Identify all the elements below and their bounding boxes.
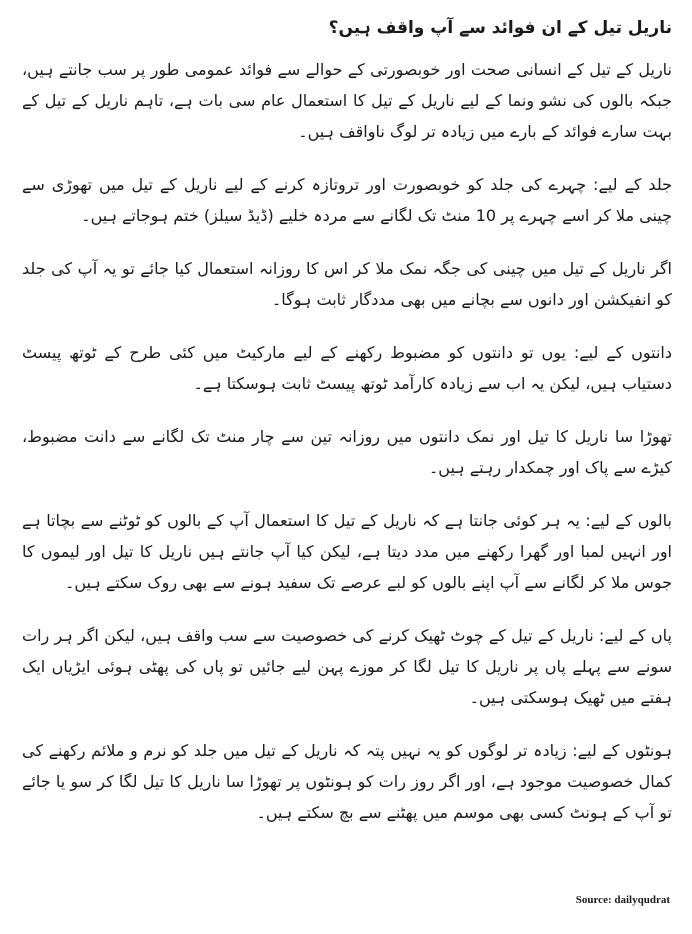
paragraph-intro: ناریل کے تیل کے انسانی صحت اور خوبصورتی کے حوالے سے فوائد عمومی طور پر سب جانتے ہیں، جبکہ بالوں کی نشو ونما کے لیے ناریل کے تیل کا استعمال عام سی بات ہے، تاہم ناریل کے تیل کے بہت سارے فوائد کے بارے میں زیادہ تر لوگ ناواقف ہیں۔ bbox=[22, 60, 672, 141]
paragraph-lips: ہونٹوں کے لیے: زیادہ تر لوگوں کو یہ نہیں پتہ کہ ناریل کے تیل میں جلد کو نرم و ملائم رکھنے کی کمال خصوصیت موجود ہے، اور اگر روز رات کو ہونٹوں پر تھوڑا سا ناریل کا تیل لگا کر سو یا جائے تو آپ کے ہونٹ کسی بھی موسم میں پھٹنے سے بچ سکتے ہیں۔ bbox=[22, 741, 672, 822]
paragraph-feet: پاں کے لیے: ناریل کے تیل کے چوٹ ٹھیک کرنے کی خصوصیت سے سب واقف ہیں، لیکن اگر ہر رات سونے سے پہلے پاں پر ناریل کا تیل لگا کر موزے پہن لیے جائیں تو پاں کی پھٹی ہوئی ایڑیاں ایک ہفتے میں ٹھیک ہوسکتی ہیں۔ bbox=[22, 626, 672, 707]
paragraph-skin: جلد کے لیے: چہرے کی جلد کو خوبصورت اور تروتازہ کرنے کے لیے ناریل کے تیل میں تھوڑی سے چینی ملا کر اسے چہرے پر 10 منٹ تک لگانے سے مردہ خلیے (ڈیڈ سیلز) ختم ہوجاتے ہیں۔ bbox=[22, 175, 672, 225]
paragraph-skin-salt: اگر ناریل کے تیل میں چینی کی جگہ نمک ملا کر اس کا روزانہ استعمال کیا جائے تو یہ آپ کی جلد کو انفیکشن اور دانوں سے بچانے میں بھی مددگار ثابت ہوگا۔ bbox=[22, 259, 672, 309]
paragraph-hair: بالوں کے لیے: یہ ہر کوئی جانتا ہے کہ ناریل کے تیل کا استعمال آپ کے بالوں کو ٹوٹنے سے بچاتا ہے اور انہیں لمبا اور گھرا رکھنے میں مدد دیتا ہے، لیکن کیا آپ جانتے ہیں ناریل کا تیل اور لیموں کا جوس ملا کر لگانے سے آپ اپنے بالوں کو لبے عرصے تک سفید ہونے سے بھی روک سکتے ہیں۔ bbox=[22, 511, 673, 592]
source-credit: Source: dailyqudrat bbox=[575, 894, 670, 906]
paragraph-teeth: دانتوں کے لیے: یوں تو دانتوں کو مضبوط رکھنے کے لیے مارکیٹ میں کئی طرح کے ٹوتھ پیسٹ دستیاب ہیں، لیکن یہ اب سے زیادہ کارآمد ٹوتھ پیسٹ ثابت ہوسکتا ہے۔ bbox=[22, 343, 672, 393]
article-title: ناریل تیل کے ان فوائد سے آپ واقف ہیں؟ bbox=[328, 18, 672, 38]
article-body bbox=[22, 14, 672, 850]
paragraph-teeth-salt: تھوڑا سا ناریل کا تیل اور نمک دانتوں میں روزانہ تین سے چار منٹ تک لگانے سے دانت مضبوط، کیڑے سے پاک اور چمکدار رہتے ہیں۔ bbox=[22, 427, 672, 477]
